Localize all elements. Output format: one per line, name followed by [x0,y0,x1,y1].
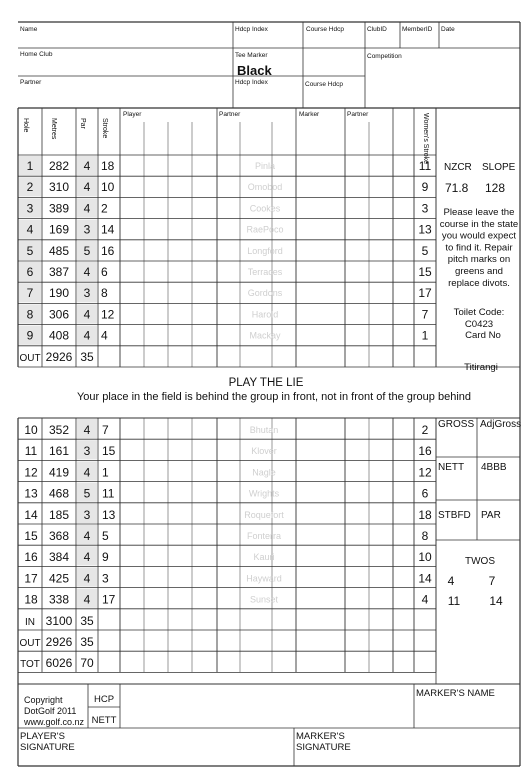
hole-stroke-index: 8 [101,286,108,301]
womens-stroke-index: 5 [421,243,429,258]
hole-number: 16 [24,550,38,565]
twos-value: 4 [447,574,455,588]
stbfd-label: STBFD [438,510,471,521]
hole-par: 4 [83,307,91,322]
hole-name: Hayward [246,573,282,584]
hole-metres: 389 [48,201,70,216]
partner-column-header: Partner [219,111,241,118]
partner2-column-header: Partner [347,111,369,118]
hole-par: 3 [83,444,91,459]
hole-par: 5 [83,486,91,501]
womens-stroke-index: 9 [421,180,429,195]
hole-name: Klover [251,446,277,457]
hole-name: Nagle [252,467,276,478]
hole-metres: 338 [48,592,70,607]
hole-stroke-index: 13 [102,507,116,522]
womens-stroke-index: 16 [418,444,432,459]
hole-name: Gordons [247,288,283,299]
hole-number: 10 [24,423,38,437]
hole-name: Terraces [247,267,283,277]
hole-metres: 185 [48,507,70,522]
club-name: Titirangi [464,362,498,373]
hole-par: 4 [83,571,91,586]
hole-number: 9 [26,328,34,343]
womens-stroke-index: 13 [418,222,432,237]
hole-number: 18 [24,592,38,607]
hole-metres: 387 [48,265,70,279]
hole-column-header: Hole [22,118,29,133]
hole-name: Roquefort [244,509,284,520]
hole-par: 3 [83,286,91,301]
twos-value: 7 [488,574,496,588]
par-column-header: Par [79,118,86,129]
player-column-header: Player [123,111,142,118]
competition-label: Competition [367,53,402,60]
hole-number: 8 [26,307,34,322]
total-metres: 2926 [45,635,73,649]
twos-label: TWOS [465,556,495,567]
total-label: IN [25,616,35,628]
hole-metres: 169 [48,222,70,237]
twos-value: 11 [447,594,461,608]
hole-par: 5 [83,243,91,258]
out-label: OUT [19,352,41,364]
womens-stroke-index: 8 [421,529,429,543]
course-care-message-line: to find it. Repair [445,242,513,254]
slope-label: SLOPE [482,162,516,173]
hole-stroke-index: 16 [101,243,115,258]
toilet-code-value: C0423 [464,319,494,330]
hole-stroke-index: 14 [101,222,115,237]
hole-name: Cookes [249,203,281,214]
course-care-message-line: you would expect [441,230,517,242]
hole-metres: 161 [48,444,70,459]
hole-name: Pinla [254,161,276,171]
etiquette-message: Your place in the field is behind the group in front, not in front of the group behind [76,391,472,403]
hole-number: 13 [24,486,38,501]
hole-metres: 425 [48,571,70,586]
hole-stroke-index: 12 [101,307,115,322]
date-label: Date [441,26,455,33]
total-par: 35 [80,635,94,649]
hole-name: Bhutan [249,425,279,435]
hole-name: Longford [247,245,283,256]
course-care-message-line: replace divots. [448,277,510,289]
hole-number: 12 [24,465,38,480]
hole-name: Wrights [248,488,280,499]
total-metres: 3100 [45,613,73,628]
hole-stroke-index: 2 [101,201,108,216]
womens-stroke-index: 17 [418,286,432,301]
hole-number: 7 [26,286,34,301]
womens-stroke-index: 1 [421,328,429,343]
hole-name: Sunset [249,594,279,605]
course-care-message-line: Please leave the [443,207,515,218]
card-no-label: Card No [465,330,501,341]
hole-number: 5 [26,243,34,258]
womens-stroke-column-header: Women's Stroke [422,113,429,165]
partner-label: Partner [20,79,42,86]
total-label: OUT [19,638,41,649]
toilet-code-label: Toilet Code: [453,307,505,318]
hole-stroke-index: 9 [102,550,109,565]
hole-number: 11 [24,444,38,459]
womens-stroke-index: 18 [418,507,432,522]
copyright-line: www.golf.co.nz [24,717,85,727]
hole-par: 4 [83,328,91,343]
womens-stroke-index: 15 [418,265,432,279]
hole-par: 4 [83,265,91,279]
out-par: 35 [80,349,94,364]
players-signature-label: SIGNATURE [20,742,75,753]
hole-metres: 306 [48,307,70,322]
hole-stroke-index: 1 [102,465,109,480]
course-hdcp-label: Course Hdcp [306,26,344,33]
partner-course-hdcp-label: Course Hdcp [305,81,343,88]
hole-number: 17 [24,571,38,586]
hole-metres: 384 [48,550,70,565]
hole-stroke-index: 7 [102,423,109,437]
hole-number: 2 [26,180,34,195]
hole-stroke-index: 10 [101,180,115,195]
twos-value: 14 [489,594,503,608]
hole-number: 3 [26,201,34,216]
hole-par: 4 [83,529,91,543]
club-id-label: ClubID [367,26,387,33]
member-id-label: MemberID [402,26,433,33]
copyright-line: Copyright [24,695,63,705]
hole-number: 15 [24,529,38,543]
hole-metres: 352 [48,423,70,437]
hcp-label: HCP [93,694,115,705]
hole-name: Mackay [249,330,281,341]
course-care-message-line: pitch marks on [447,254,511,266]
hole-stroke-index: 18 [101,159,115,173]
hole-metres: 190 [48,286,70,301]
play-the-lie-title: PLAY THE LIE [228,377,304,389]
tee-marker-value: Black [237,63,272,78]
hole-name: Harold [251,309,279,320]
nett-label: NETT [438,462,465,473]
nzcr-label: NZCR [444,162,472,173]
womens-stroke-index: 4 [421,592,429,607]
hole-stroke-index: 15 [102,444,116,459]
labels-layer [19,26,521,753]
hole-par: 4 [83,180,91,195]
womens-stroke-index: 10 [418,550,432,565]
home-club-label: Home Club [20,51,53,58]
hole-stroke-index: 3 [102,571,109,586]
total-par: 35 [80,613,94,628]
gross-label: GROSS [438,419,475,430]
womens-stroke-index: 7 [421,307,429,322]
players-signature-label: PLAYER'S [20,731,65,742]
hole-number: 1 [26,159,34,173]
hole-par: 4 [83,201,91,216]
hole-name: Fonterra [246,531,282,541]
total-label: TOT [20,659,40,671]
hole-par: 4 [83,159,91,173]
hole-metres: 408 [48,328,70,343]
hole-par: 3 [83,222,91,237]
slope-value: 128 [485,181,506,195]
womens-stroke-index: 12 [418,465,432,480]
hole-par: 3 [83,507,91,522]
nett-footer-label: NETT [91,715,117,726]
course-care-message-line: course in the state [439,218,519,230]
hole-metres: 468 [48,486,70,501]
tee-marker-label: Tee Marker [235,52,268,59]
hole-number: 6 [26,265,34,279]
markers-signature-label: SIGNATURE [296,742,351,753]
womens-stroke-index: 14 [418,571,432,586]
hole-name: Kauri [253,552,275,563]
marker-column-header: Marker [299,111,320,118]
hole-par: 4 [83,423,91,437]
hole-metres: 485 [48,243,70,258]
markers-signature-label: MARKER'S [296,731,345,742]
course-care-message-line: greens and [454,266,504,277]
copyright-line: DotGolf 2011 [24,706,77,716]
hole-par: 4 [83,592,91,607]
hole-stroke-index: 17 [102,592,116,607]
out-metres: 2926 [45,349,73,364]
hole-name: RaePoco [246,224,284,235]
four-bbb-label: 4BBB [481,462,507,473]
hole-metres: 282 [48,159,70,173]
hole-name: Omobod [247,182,283,193]
partner-hdcp-index-label: Hdcp Index [235,79,268,86]
hole-par: 4 [83,465,91,480]
womens-stroke-index: 6 [421,486,429,501]
stroke-column-header: Stroke [101,118,108,139]
womens-stroke-index: 2 [421,423,429,437]
par-result-label: PAR [481,510,501,521]
hole-metres: 368 [48,529,70,543]
hole-stroke-index: 5 [102,529,109,543]
total-par: 70 [80,656,94,671]
hole-stroke-index: 4 [101,328,108,343]
name-label: Name [20,26,38,33]
womens-stroke-index: 11 [418,159,432,173]
hole-metres: 310 [48,180,70,195]
adj-gross-label: AdjGross [480,419,522,430]
hole-metres: 419 [48,465,70,480]
hdcp-index-label: Hdcp Index [235,26,268,33]
hole-stroke-index: 11 [102,486,115,501]
hole-stroke-index: 6 [101,265,108,279]
hole-number: 14 [24,507,38,522]
womens-stroke-index: 3 [421,201,429,216]
markers-name-label: MARKER'S NAME [416,688,495,699]
nzcr-value: 71.8 [445,181,469,195]
hole-number: 4 [26,222,34,237]
metres-column-header: Metres [50,118,57,140]
total-metres: 6026 [45,656,73,671]
hole-par: 4 [83,550,91,565]
